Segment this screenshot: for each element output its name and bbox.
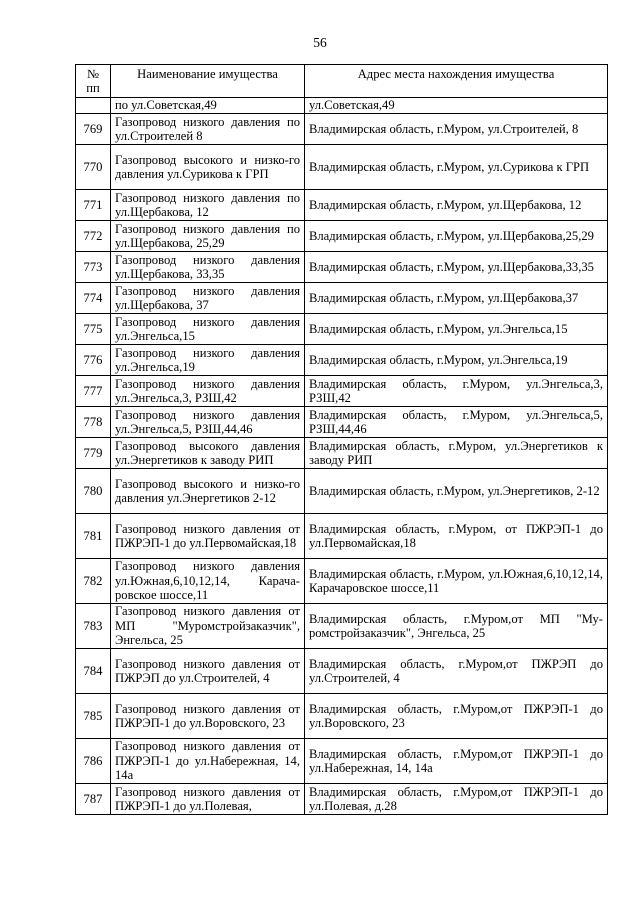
table-row: [76, 376, 608, 407]
row-number: 779: [76, 438, 111, 469]
table-row: [76, 407, 608, 438]
row-name: Газопровод высокого давления ул.Энергетиков к заводу РИП: [111, 438, 305, 469]
row-number: 777: [76, 376, 111, 407]
table-row: [76, 314, 608, 345]
row-address: Владимирская область, г.Муром, ул.Строителей, 8: [305, 114, 608, 145]
row-address: Владимирская область, г.Муром, ул.Энгельса,5, РЗШ,44,46: [305, 407, 608, 438]
row-number: 772: [76, 221, 111, 252]
row-name: Газопровод высокого и низко-го давления ул.Сурикова к ГРП: [111, 145, 305, 190]
row-number: 775: [76, 314, 111, 345]
row-number: 785: [76, 694, 111, 739]
row-name: Газопровод низкого давления по ул.Щербакова, 12: [111, 190, 305, 221]
table-row: [76, 114, 608, 145]
table-row: [76, 739, 608, 784]
table-header-row: [76, 65, 608, 98]
row-name: Газопровод низкого давления от ПЖРЭП-1 до ул.Набережная, 14, 14а: [111, 739, 305, 784]
row-address: Владимирская область, г.Муром, ул.Щербакова,37: [305, 283, 608, 314]
header-name: Наименование имущества: [111, 65, 305, 98]
row-name: Газопровод низкого давления ул.Энгельса,5, РЗШ,44,46: [111, 407, 305, 438]
table-row: [76, 694, 608, 739]
table-row: [76, 221, 608, 252]
row-name: Газопровод высокого и низко-го давления ул.Энергетиков 2-12: [111, 469, 305, 514]
row-name: Газопровод низкого давления от МП "Муромстройзаказчик", Энгельса, 25: [111, 604, 305, 649]
row-address: Владимирская область, г.Муром, ул.Энергетиков, 2-12: [305, 469, 608, 514]
row-address: Владимирская область, г.Муром, ул.Энгельса,15: [305, 314, 608, 345]
row-address: Владимирская область, г.Муром, ул.Щербакова,25,29: [305, 221, 608, 252]
row-name: Газопровод низкого давления по ул.Строителей 8: [111, 114, 305, 145]
row-name: Газопровод низкого давления от ПЖРЭП-1 до ул.Первомайская,18: [111, 514, 305, 559]
table-row: [76, 98, 608, 114]
row-address: Владимирская область, г.Муром, ул.Щербакова,33,35: [305, 252, 608, 283]
row-address: Владимирская область, г.Муром, ул.Щербакова, 12: [305, 190, 608, 221]
row-number: 776: [76, 345, 111, 376]
row-name: Газопровод низкого давления ул.Щербакова, 33,35: [111, 252, 305, 283]
row-name: Газопровод низкого давления от ПЖРЭП-1 до ул.Воровского, 23: [111, 694, 305, 739]
row-number: 786: [76, 739, 111, 784]
row-address: Владимирская область, г.Муром,от ПЖРЭП-1 до ул.Полевая, д.28: [305, 784, 608, 815]
row-name: Газопровод низкого давления ул.Энгельса,19: [111, 345, 305, 376]
header-number-line1: №: [86, 66, 100, 81]
row-name: Газопровод низкого давления от ПЖРЭП-1 до ул.Полевая,: [111, 784, 305, 815]
header-number-line2: пп: [86, 81, 100, 95]
table-row: [76, 604, 608, 649]
row-address: Владимирская область, г.Муром, ул.Энергетиков к заводу РИП: [305, 438, 608, 469]
row-number: 782: [76, 559, 111, 604]
page-number: 56: [313, 35, 327, 50]
row-number: 773: [76, 252, 111, 283]
row-number: 771: [76, 190, 111, 221]
row-address: Владимирская область, г.Муром, ул.Южная,6,10,12,14, Карачаровское шоссе,11: [305, 559, 608, 604]
row-number: 770: [76, 145, 111, 190]
table-row: [76, 469, 608, 514]
table-row: [76, 345, 608, 376]
table-row: [76, 190, 608, 221]
row-number: 780: [76, 469, 111, 514]
header-number: [76, 65, 111, 98]
row-address: Владимирская область, г.Муром,от ПЖРЭП до ул.Строителей, 4: [305, 649, 608, 694]
row-name: Газопровод низкого давления ул.Южная,6,10,12,14, Карача-ровское шоссе,11: [111, 559, 305, 604]
row-name: Газопровод низкого давления по ул.Щербакова, 25,29: [111, 221, 305, 252]
row-number: 783: [76, 604, 111, 649]
property-table: [75, 64, 608, 815]
row-address: Владимирская область, г.Муром,от ПЖРЭП-1 до ул.Набережная, 14, 14а: [305, 739, 608, 784]
row-number: 781: [76, 514, 111, 559]
table-row: [76, 145, 608, 190]
header-address: Адрес места нахождения имущества: [305, 65, 608, 98]
row-number: [76, 98, 111, 114]
row-address: Владимирская область, г.Муром, от ПЖРЭП-1 до ул.Первомайская,18: [305, 514, 608, 559]
row-name: Газопровод низкого давления ул.Энгельса,15: [111, 314, 305, 345]
row-address: Владимирская область, г.Муром, ул.Сурикова к ГРП: [305, 145, 608, 190]
row-name: Газопровод низкого давления от ПЖРЭП до ул.Строителей, 4: [111, 649, 305, 694]
row-number: 774: [76, 283, 111, 314]
row-name: Газопровод низкого давления ул.Энгельса,3, РЗШ,42: [111, 376, 305, 407]
row-number: 769: [76, 114, 111, 145]
row-address: Владимирская область, г.Муром, ул.Энгельса,3, РЗШ,42: [305, 376, 608, 407]
table-row: [76, 438, 608, 469]
row-address: Владимирская область, г.Муром, ул.Энгельса,19: [305, 345, 608, 376]
table-row: [76, 649, 608, 694]
row-number: 778: [76, 407, 111, 438]
row-number: 787: [76, 784, 111, 815]
row-address: Владимирская область, г.Муром,от МП "Му-ромстройзаказчик", Энгельса, 25: [305, 604, 608, 649]
table-row: [76, 784, 608, 815]
row-name: Газопровод низкого давления ул.Щербакова, 37: [111, 283, 305, 314]
row-number: 784: [76, 649, 111, 694]
row-name: по ул.Советская,49: [111, 98, 305, 114]
table-row: [76, 252, 608, 283]
table-row: [76, 283, 608, 314]
row-address: ул.Советская,49: [305, 98, 608, 114]
table-row: [76, 559, 608, 604]
row-address: Владимирская область, г.Муром,от ПЖРЭП-1 до ул.Воровского, 23: [305, 694, 608, 739]
table-row: [76, 514, 608, 559]
